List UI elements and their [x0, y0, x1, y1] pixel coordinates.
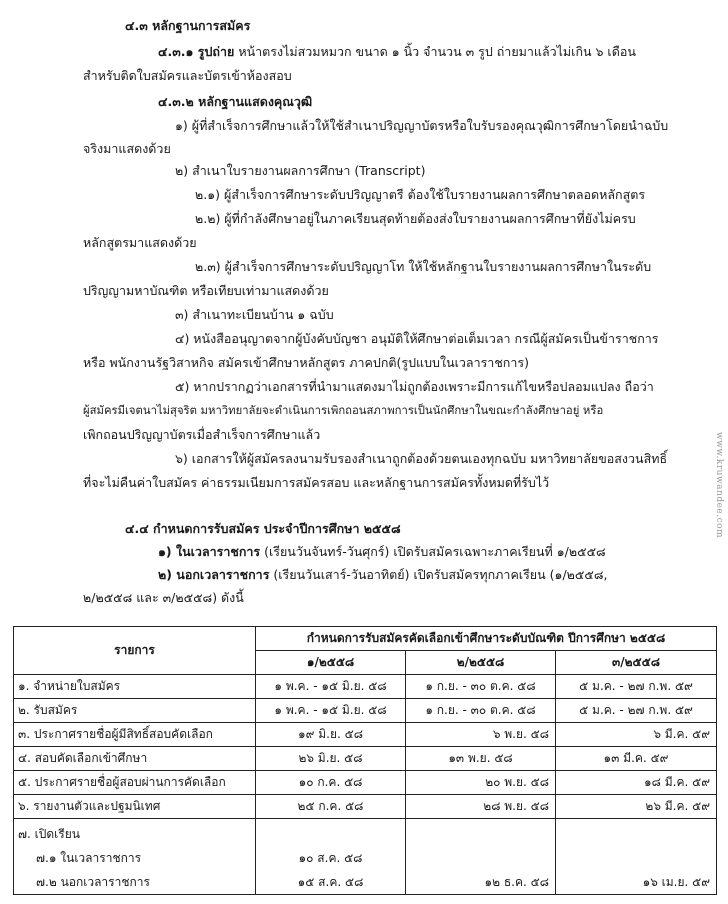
row7-sub1: ๗.๑ ในเวลาราชการ — [36, 851, 142, 865]
term1-date: ๑๙ มิ.ย. ๕๘ — [256, 723, 406, 747]
table-row — [14, 723, 717, 747]
section-heading-4-3: ๔.๓ หลักฐานการสมัคร — [125, 18, 251, 33]
qual-line: ๒.๑) ผู้สำเร็จการศึกษาระดับปริญญาตรี ต้องใช้ใบรายงานผลการศึกษาตลอดหลักสูตร — [195, 187, 646, 202]
qual-line: ที่จะไม่คืนค่าใบสมัคร ค่าธรรมเนียมการสมัครสอบ และหลักฐานการสมัครทั้งหมดที่รับไว้ — [83, 475, 550, 490]
qual-line: ๑) ผู้ที่สำเร็จการศึกษาแล้วให้ใช้สำเนาปริญญาบัตรหรือใบรับรองคุณวุฒิการศึกษาโดยนำฉบับ — [175, 118, 669, 133]
qual-line: ปริญญามหาบัณฑิต หรือเทียบเท่ามาแสดงด้วย — [83, 283, 329, 298]
term3-dates — [556, 819, 717, 895]
term3-date: ๕ ม.ค. - ๒๗ ก.พ. ๕๙ — [556, 675, 717, 699]
row-item-classes-start — [14, 819, 256, 895]
schedule-item-2-cont: ๒/๒๕๕๘ และ ๓/๒๕๕๘) ดังนี้ — [83, 590, 244, 605]
term3-sub2-date: ๑๖ เม.ย. ๕๙ — [642, 875, 710, 889]
section-heading-4-4: ๔.๔ กำหนดการรับสมัคร ประจำปีการศึกษา ๒๕๕๘ — [125, 521, 401, 536]
photo-text: หน้าตรงไม่สวมหมวก ขนาด ๑ นิ้ว จำนวน ๓ รูป ถ่ายมาแล้วไม่เกิน ๖ เดือน — [234, 44, 636, 59]
term2-date: ๖ พ.ย. ๕๘ — [406, 723, 556, 747]
term3-date: ๑๓ มี.ค. ๕๙ — [556, 747, 717, 771]
term2-dates — [406, 819, 556, 895]
table-header-row — [14, 627, 717, 651]
schedule-item-2 — [158, 567, 607, 583]
term1-sub2-date: ๑๕ ส.ค. ๕๘ — [297, 875, 364, 889]
term3-date: ๑๘ มี.ค. ๕๙ — [556, 771, 717, 795]
table-row — [14, 747, 717, 771]
row7-title: ๗. เปิดเรียน — [18, 827, 80, 841]
term2-date: ๒๐ พ.ย. ๕๘ — [406, 771, 556, 795]
photo-requirement — [158, 44, 636, 60]
term1-date: ๑ พ.ค. - ๑๕ มิ.ย. ๕๘ — [256, 699, 406, 723]
term1-date: ๒๕ ก.ค. ๕๘ — [256, 795, 406, 819]
term1-sub1-date: ๑๐ ส.ค. ๕๘ — [298, 851, 363, 865]
col-header-item: รายการ — [14, 627, 256, 675]
row-item: ๔. สอบคัดเลือกเข้าศึกษา — [14, 747, 256, 771]
qual-line: หลักสูตรมาแสดงด้วย — [83, 235, 197, 250]
term2-date: ๑ ก.ย. - ๓๐ ต.ค. ๕๘ — [406, 675, 556, 699]
row-item: ๖. รายงานตัวและปฐมนิเทศ — [14, 795, 256, 819]
row-item: ๓. ประกาศรายชื่อผู้มีสิทธิ์สอบคัดเลือก — [14, 723, 256, 747]
table-row — [14, 819, 717, 895]
col-header-term: ๑/๒๕๕๘ — [256, 651, 406, 675]
admission-schedule-table — [13, 626, 717, 895]
qual-line: จริงมาแสดงด้วย — [83, 141, 171, 156]
term1-date: ๒๖ มิ.ย. ๕๘ — [256, 747, 406, 771]
term2-date: ๑๓ พ.ย. ๕๘ — [406, 747, 556, 771]
qual-line: เพิกถอนปริญญาบัตรเมื่อสำเร็จการศึกษาแล้ว — [83, 427, 321, 442]
term3-date: ๕ ม.ค. - ๒๗ ก.พ. ๕๙ — [556, 699, 717, 723]
qual-line: ๓) สำเนาทะเบียนบ้าน ๑ ฉบับ — [175, 307, 334, 322]
table-row — [14, 699, 717, 723]
table-row — [14, 771, 717, 795]
qual-line: หรือ พนักงานรัฐวิสาหกิจ สมัครเข้าศึกษาหลักสูตร ภาคปกติ(รูปแบบในเวลาราชการ) — [83, 355, 529, 370]
item2-text: (เรียนวันเสาร์-วันอาทิตย์) เปิดรับสมัครทุกภาคเรียน (๑/๒๕๕๘, — [269, 567, 608, 582]
item2-title: ๒) นอกเวลาราชการ — [158, 567, 270, 582]
col-header-group: กำหนดการรับสมัครคัดเลือกเข้าศึกษาระดับบัณฑิต ปีการศึกษา ๒๕๕๘ — [256, 627, 717, 651]
qual-line: ๔) หนังสืออนุญาตจากผู้บังคับบัญชา อนุมัติให้ศึกษาต่อเต็มเวลา กรณีผู้สมัครเป็นข้าราชการ — [175, 331, 659, 346]
row-item: ๒. รับสมัคร — [14, 699, 256, 723]
photo-title: ๔.๓.๑ รูปถ่าย — [158, 44, 235, 59]
qual-line: ผู้สมัครมีเจตนาไม่สุจริต มหาวิทยาลัยจะดำเนินการเพิกถอนสภาพการเป็นนักศึกษาในขณะกำลังศึกษาอยู่ หรือ — [83, 404, 604, 417]
term1-date: ๑๐ ก.ค. ๕๘ — [256, 771, 406, 795]
qual-line: ๖) เอกสารให้ผู้สมัครลงนามรับรองสำเนาถูกต้องด้วยตนเองทุกฉบับ มหาวิทยาลัยขอสงวนสิทธิ์ — [175, 451, 668, 466]
term3-date: ๒๖ มี.ค. ๕๙ — [556, 795, 717, 819]
qual-line: ๕) หากปรากฏว่าเอกสารที่นำมาแสดงมาไม่ถูกต้องเพราะมีการแก้ไขหรือปลอมแปลง ถือว่า — [175, 379, 654, 394]
photo-text-cont: สำหรับติดใบสมัครและบัตรเข้าห้องสอบ — [83, 68, 292, 83]
term1-date: ๑ พ.ค. - ๑๕ มิ.ย. ๕๘ — [256, 675, 406, 699]
col-header-term: ๒/๒๕๕๘ — [406, 651, 556, 675]
term3-date: ๖ มี.ค. ๕๙ — [556, 723, 717, 747]
row-item: ๕. ประกาศรายชื่อผู้สอบผ่านการคัดเลือก — [14, 771, 256, 795]
schedule-item-1 — [158, 544, 606, 560]
row-item: ๑. จำหน่ายใบสมัคร — [14, 675, 256, 699]
term2-date: ๒๘ พ.ย. ๕๘ — [406, 795, 556, 819]
watermark-text: www.kruwandee.com — [714, 431, 724, 539]
term2-date: ๑ ก.ย. - ๓๐ ต.ค. ๕๘ — [406, 699, 556, 723]
qual-line: ๒.๓) ผู้สำเร็จการศึกษาระดับปริญญาโท ให้ใช้หลักฐานใบรายงานผลการศึกษาในระดับ — [195, 259, 652, 274]
qual-line: ๒) สำเนาใบรายงานผลการศึกษา (Transcript) — [175, 163, 426, 178]
table-row — [14, 795, 717, 819]
col-header-term: ๓/๒๕๕๘ — [556, 651, 717, 675]
item1-title: ๑) ในเวลาราชการ — [158, 544, 261, 559]
table-row — [14, 675, 717, 699]
qual-line: ๒.๒) ผู้ที่กำลังศึกษาอยู่ในภาคเรียนสุดท้ายต้องส่งใบรายงานผลการศึกษาที่ยังไม่ครบ — [195, 211, 636, 226]
term1-dates — [256, 819, 406, 895]
term2-sub2-date: ๑๒ ธ.ค. ๕๘ — [484, 875, 549, 889]
row7-sub2: ๗.๒ นอกเวลาราชการ — [36, 875, 150, 889]
qualification-heading: ๔.๓.๒ หลักฐานแสดงคุณวุฒิ — [158, 94, 313, 109]
item1-text: (เรียนวันจันทร์-วันศุกร์) เปิดรับสมัครเฉพาะภาคเรียนที่ ๑/๒๕๕๘ — [260, 544, 606, 559]
